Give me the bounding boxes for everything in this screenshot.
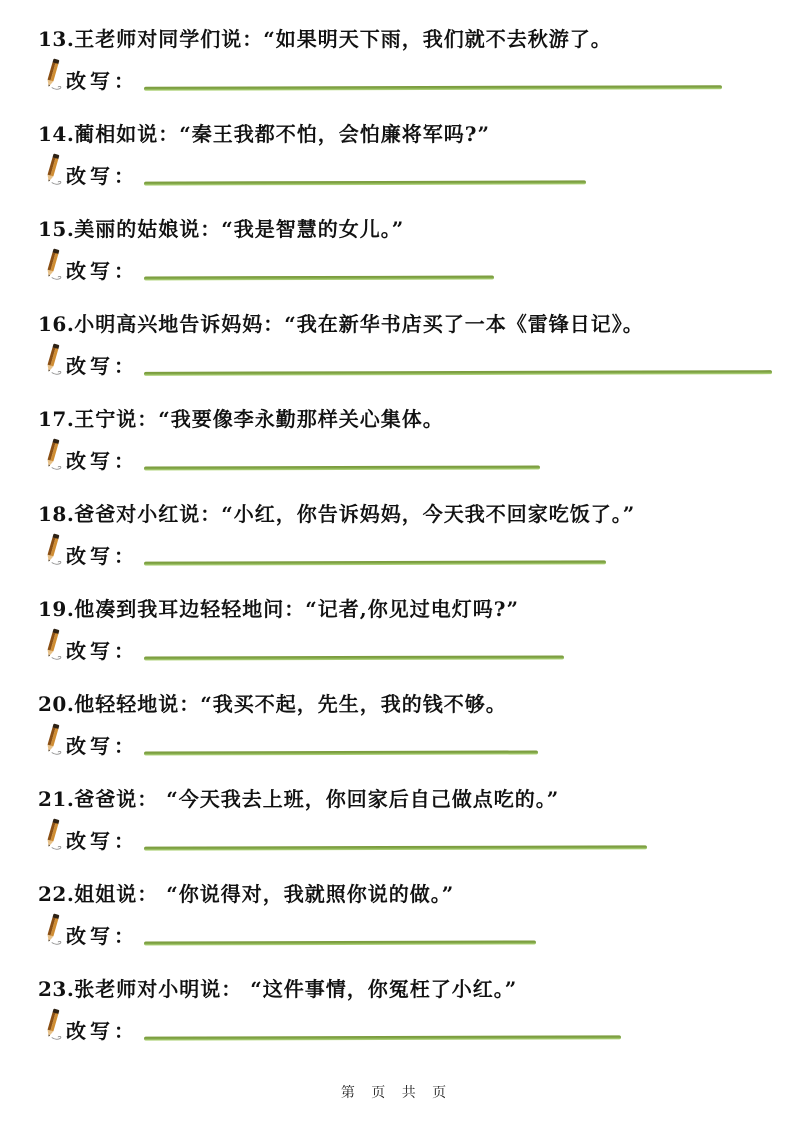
item-number: 23. — [38, 977, 75, 1001]
answer-line — [144, 465, 540, 470]
pencil-icon — [40, 817, 66, 851]
item-sentence: 美丽的姑娘说：“我是智慧的女儿。” — [74, 217, 405, 241]
item-sentence: 蔺相如说：“秦王我都不怕，会怕廉将军吗?” — [74, 122, 491, 146]
rewrite-label: 改写： — [66, 923, 138, 948]
answer-line — [144, 1035, 621, 1040]
answer-line — [144, 370, 772, 376]
answer-line — [144, 276, 494, 281]
exercise-sentence-line — [38, 501, 793, 528]
exercise-item — [0, 216, 793, 311]
exercise-sentence-line — [38, 691, 793, 718]
exercise-item — [0, 976, 793, 1071]
item-number: 20. — [38, 692, 75, 716]
answer-line — [144, 845, 647, 850]
exercise-sentence-line — [38, 786, 793, 813]
rewrite-label: 改写： — [66, 353, 138, 378]
item-sentence: 爸爸说： “今天我去上班，你回家后自己做点吃的。” — [74, 787, 560, 811]
rewrite-row — [38, 156, 793, 192]
item-sentence: 张老师对小明说： “这件事情，你冤枉了小红。” — [74, 977, 518, 1001]
item-number: 22. — [38, 882, 75, 906]
exercise-item — [0, 786, 793, 881]
rewrite-label: 改写： — [66, 733, 138, 758]
item-number: 15. — [38, 217, 75, 241]
rewrite-label: 改写： — [66, 163, 138, 188]
exercise-sentence-line — [38, 596, 793, 623]
pencil-icon — [40, 57, 66, 91]
item-number: 21. — [38, 787, 75, 811]
item-sentence: 姐姐说： “你说得对，我就照你说的做。” — [74, 882, 455, 906]
item-number: 19. — [38, 597, 75, 621]
exercise-item — [0, 691, 793, 786]
exercise-item — [0, 406, 793, 501]
item-sentence: 小明高兴地告诉妈妈：“我在新华书店买了一本《雷锋日记》。 — [74, 312, 644, 336]
pencil-icon — [40, 247, 66, 281]
rewrite-row — [38, 441, 793, 477]
exercise-sentence-line — [38, 881, 793, 908]
exercise-item — [0, 311, 793, 406]
answer-line — [144, 655, 564, 660]
answer-line — [144, 560, 606, 565]
pencil-icon — [40, 152, 66, 186]
rewrite-label: 改写： — [66, 1018, 138, 1043]
item-number: 16. — [38, 312, 75, 336]
rewrite-label: 改写： — [66, 543, 138, 568]
exercise-sentence-line — [38, 26, 793, 53]
answer-line — [144, 750, 538, 755]
item-sentence: 他凑到我耳边轻轻地问：“记者,你见过电灯吗?” — [74, 597, 519, 621]
pencil-icon — [40, 912, 66, 946]
item-sentence: 爸爸对小红说：“小红，你告诉妈妈，今天我不回家吃饭了。” — [74, 502, 636, 526]
exercise-sentence-line — [38, 406, 793, 433]
pencil-icon — [40, 627, 66, 661]
item-sentence: 他轻轻地说：“我买不起，先生，我的钱不够。 — [74, 692, 507, 716]
exercise-sentence-line — [38, 311, 793, 338]
rewrite-label: 改写： — [66, 448, 138, 473]
answer-line — [144, 180, 586, 185]
exercise-item — [0, 501, 793, 596]
rewrite-label: 改写： — [66, 68, 138, 93]
rewrite-label: 改写： — [66, 638, 138, 663]
pencil-icon — [40, 342, 66, 376]
rewrite-row — [38, 251, 793, 287]
exercise-item — [0, 26, 793, 121]
pencil-icon — [40, 1007, 66, 1041]
exercise-item — [0, 596, 793, 691]
exercise-item — [0, 121, 793, 216]
item-number: 13. — [38, 27, 75, 51]
pencil-icon — [40, 437, 66, 471]
item-number: 14. — [38, 122, 75, 146]
rewrite-row — [38, 346, 793, 382]
pencil-icon — [40, 532, 66, 566]
exercise-sentence-line — [38, 121, 793, 148]
rewrite-row — [38, 916, 793, 952]
exercise-sentence-line — [38, 976, 793, 1003]
exercise-list — [0, 26, 793, 1071]
pencil-icon — [40, 722, 66, 756]
rewrite-row — [38, 1011, 793, 1047]
exercise-sentence-line — [38, 216, 793, 243]
answer-line — [144, 940, 536, 945]
rewrite-row — [38, 61, 793, 97]
rewrite-row — [38, 536, 793, 572]
rewrite-label: 改写： — [66, 828, 138, 853]
exercise-item — [0, 881, 793, 976]
rewrite-label: 改写： — [66, 258, 138, 283]
item-number: 18. — [38, 502, 75, 526]
page-footer: 第 页 共 页 — [340, 1085, 453, 1101]
item-number: 17. — [38, 407, 75, 431]
rewrite-row — [38, 631, 793, 667]
rewrite-row — [38, 821, 793, 857]
item-sentence: 王宁说：“我要像李永勤那样关心集体。 — [74, 407, 444, 431]
item-sentence: 王老师对同学们说：“如果明天下雨，我们就不去秋游了。 — [74, 27, 612, 51]
rewrite-row — [38, 726, 793, 762]
answer-line — [144, 85, 722, 91]
